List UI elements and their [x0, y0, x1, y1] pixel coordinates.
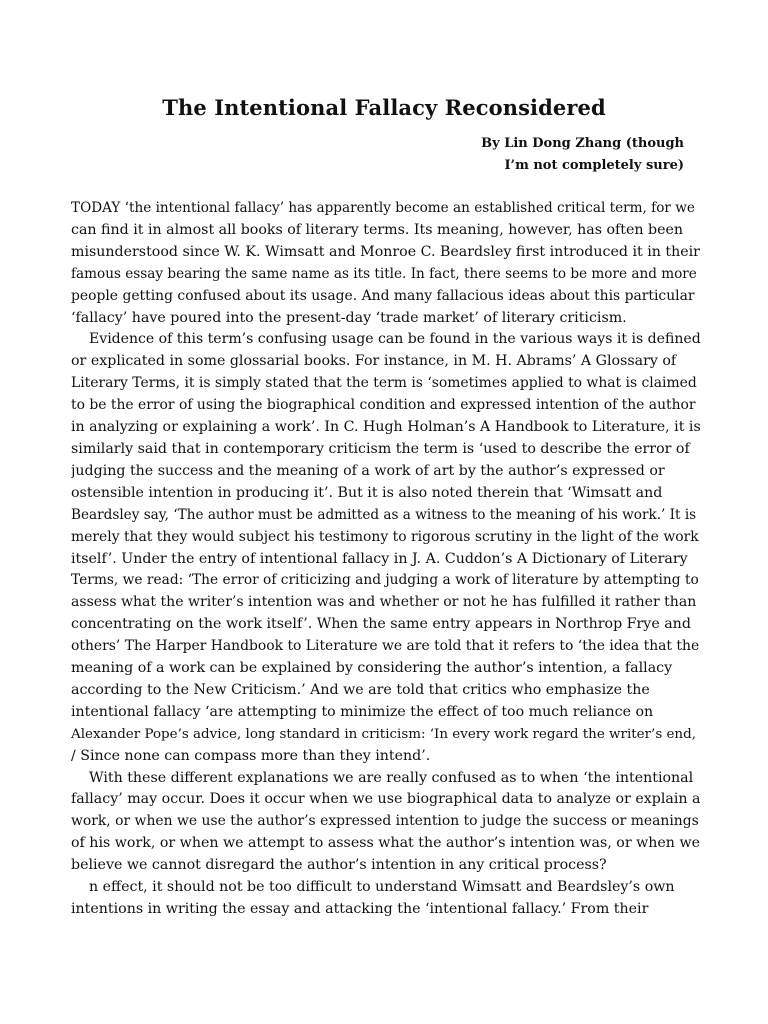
text-line: merely that they would subject his testimony to rigorous scrutiny in the light of the work [71, 528, 699, 545]
text-line: of his work, or when we attempt to assess what the author’s intention was, or when we [71, 835, 700, 852]
article-body [71, 198, 701, 921]
text-line: Alexander Pope’s advice, long standard in criticism: ‘In every work regard the writer’s end, [71, 726, 696, 742]
text-line: With these different explanations we are really confused as to when ‘the intentional [89, 769, 694, 786]
text-line: Beardsley say, ‘The author must be admitted as a witness to the meaning of his work.’ It is [71, 506, 697, 523]
text-line: fallacy’ may occur. Does it occur when we use biographical data to analyze or explain a [71, 791, 701, 808]
paragraph [71, 198, 701, 329]
text-line: itself’. Under the entry of intentional fallacy in J. A. Cuddon’s A Dictionary of Literary [71, 550, 688, 567]
text-line: to be the error of using the biographical condition and expressed intention of the author [71, 397, 696, 414]
paragraph [71, 768, 701, 878]
text-line: / Since none can compass more than they intend’. [71, 747, 431, 764]
page-title: The Intentional Fallacy Reconsidered [162, 95, 606, 120]
text-line: meaning of a work can be explained by considering the author’s intention, a fallacy [71, 660, 673, 677]
text-line: ostensible intention in producing it’. But it is also noted therein that ‘Wimsatt and [71, 484, 663, 501]
text-line: according to the New Criticism.’ And we are told that critics who emphasize the [71, 681, 650, 698]
text-line: n effect, it should not be too difficult to understand Wimsatt and Beardsley’s own [89, 879, 675, 896]
text-line: Evidence of this term’s confusing usage can be found in the various ways it is defined [89, 331, 701, 348]
author-byline [481, 133, 684, 177]
text-line: Literary Terms, it is simply stated that the term is ‘sometimes applied to what is claimed [71, 375, 697, 392]
text-line: can find it in almost all books of literary terms. Its meaning, however, has often been [71, 221, 684, 238]
byline-line-2: I’m not completely sure) [504, 158, 684, 173]
text-line: misunderstood since W. K. Wimsatt and Monroe C. Beardsley first introduced it in their [71, 243, 700, 260]
text-line: concentrating on the work itself’. When the same entry appears in Northrop Frye and [71, 616, 691, 633]
text-line: assess what the writer’s intention was and whether or not he has fulfilled it rather than [71, 594, 697, 611]
text-line: intentions in writing the essay and attacking the ‘intentional fallacy.’ From their [71, 901, 649, 917]
paragraph [71, 329, 701, 767]
text-line: famous essay bearing the same name as its title. In fact, there seems to be more and more [71, 265, 697, 282]
text-line: in analyzing or explaining a work’. In C. Hugh Holman’s A Handbook to Literature, it is [71, 419, 701, 436]
text-line: intentional fallacy ‘are attempting to minimize the effect of too much reliance on [71, 703, 654, 720]
text-line: TODAY ‘the intentional fallacy’ has apparently become an established critical term, for we [71, 200, 695, 216]
text-line: Terms, we read: ‘The error of criticizing and judging a work of literature by attempting to [71, 572, 699, 589]
text-line: people getting confused about its usage. And many fallacious ideas about this particular [71, 287, 695, 304]
text-line: judging the success and the meaning of a work of art by the author’s expressed or [71, 462, 665, 479]
text-line: or explicated in some glossarial books. For instance, in M. H. Abrams’ A Glossary of [71, 353, 677, 370]
byline-line-1: By Lin Dong Zhang (though [481, 136, 684, 151]
paragraph [71, 877, 701, 921]
text-line: similarly said that in contemporary criticism the term is ‘used to describe the error of [71, 440, 690, 457]
text-line: believe we cannot disregard the author’s intention in any critical process? [71, 857, 607, 874]
text-line: others’ The Harper Handbook to Literature we are told that it refers to ‘the idea that the [71, 638, 700, 655]
text-line: ‘fallacy’ have poured into the present-day ‘trade market’ of literary criticism. [71, 309, 627, 326]
text-line: work, or when we use the author’s expressed intention to judge the success or meanings [71, 813, 699, 830]
